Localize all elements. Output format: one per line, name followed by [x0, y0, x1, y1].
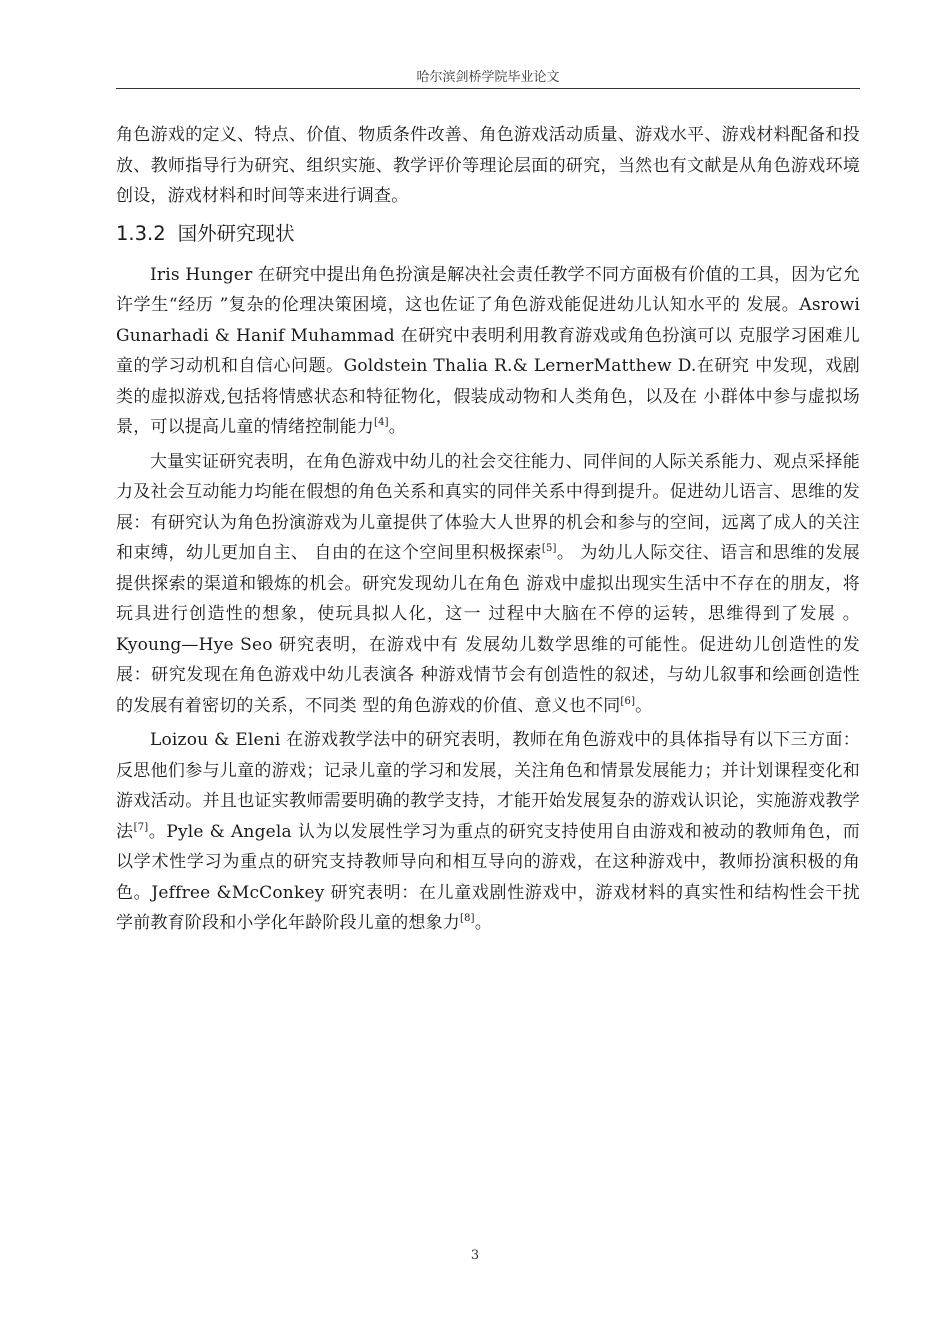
page-header: 哈尔滨剑桥学院毕业论文: [416, 70, 560, 85]
paragraph-text: 。Pyle & Angela 认为以发展性学习为重点的研究支持使用自由游戏和被动的教师角色，而以学术性学习为重点的研究支持教师导向和相互导向的游戏，在这种游戏中，教师扮演积极的角色。Jeffree &McConkey 研究表明：在儿童戏剧性游戏中，游戏材料的真实性和结构性会干扰学前教育阶段和小学化年龄阶段儿童的想象力: [116, 821, 861, 933]
paragraph-text: 大量实证研究表明，在角色游戏中幼儿的社会交往能力、同伴间的人际关系能力、观点采择能力及社会互动能力均能在假想的角色关系和真实的同伴关系中得到提升。促进幼儿语言、思维的发展：有研究认为角色扮演游戏为儿童提供了体验大人世界的机会和参与的空间，远离了成人的关注和束缚，幼儿更加自主、 自由的在这个空间里积极探索: [116, 451, 860, 563]
paragraph-text: 。 为幼儿人际交往、语言和思维的发展提供探索的渠道和锻炼的机会。研究发现幼儿在角色 游戏中虚拟出现实生活中不存在的朋友，将玩具进行创造性的想象，使玩具拟人化，这一 过程中大脑在不停的运转，思维得到了发展 。Kyoung—Hye Seo 研究表明，在游戏中有 发展幼儿数学思维的可能性。促进幼儿创造性的发展：研究发现在角色游戏中幼儿表演各 种游戏情节会有创造性的叙述，与幼儿叙事和绘画创造性的发展有着密切的关系，不同类 型的角色游戏的价值、意义也不同: [116, 543, 860, 716]
section-heading: [116, 216, 860, 252]
paragraph-text: 。: [474, 913, 492, 933]
section-number: 1.3.2: [116, 221, 166, 245]
paragraph-text: 。: [635, 695, 653, 716]
page-number: 3: [470, 1248, 480, 1263]
paragraph-foreign-research-1: [116, 260, 860, 443]
paragraph-text: 。: [388, 417, 406, 437]
citation-ref: [6]: [620, 695, 636, 707]
paragraph-intro: 角色游戏的定义、特点、价值、物质条件改善、角色游戏活动质量、游戏水平、游戏材料配备和投放、教师指导行为研究、组织实施、教学评价等理论层面的研究，当然也有文献是从角色游戏环境创设，游戏材料和时间等来进行调查。: [116, 125, 860, 206]
paragraph-foreign-research-2: [116, 447, 860, 722]
header-rule: [116, 88, 860, 89]
section-title: 国外研究现状: [177, 221, 295, 245]
paragraph-foreign-research-3: [116, 725, 860, 939]
paragraph-text: Loizou & Eleni 在游戏教学法中的研究表明，教师在角色游戏中的具体指导有以下三方面：反思他们参与儿童的游戏；记录儿童的学习和发展，关注角色和情景发展能力；并计划课程变化和游戏活动。并且也证实教师需要明确的教学支持，才能开始发展复杂的游戏认识论，实施游戏教学法: [116, 730, 860, 842]
citation-ref: [5]: [541, 543, 557, 554]
document-body: [116, 120, 860, 943]
citation-ref: [8]: [460, 913, 475, 924]
citation-ref: [4]: [374, 417, 389, 428]
paragraph-text: Iris Hunger 在研究中提出角色扮演是解决社会责任教学不同方面极有价值的工具，因为它允许学生“经历 ”复杂的伦理决策困境，这也佐证了角色游戏能促进幼儿认知水平的 发展。Asrowi Gunarhadi & Hanif Muhammad 在研究中表明利用教育游戏或角色扮演可以 克服学习困难儿童的学习动机和自信心问题。Goldstein Thalia R.& LernerMatthew D.在研究 中发现，戏剧类的虚拟游戏,包括将情感状态和特征物化，假装成动物和人类角色，以及在 小群体中参与虚拟场景，可以提高儿童的情绪控制能力: [116, 264, 861, 437]
citation-ref: [7]: [133, 821, 149, 833]
